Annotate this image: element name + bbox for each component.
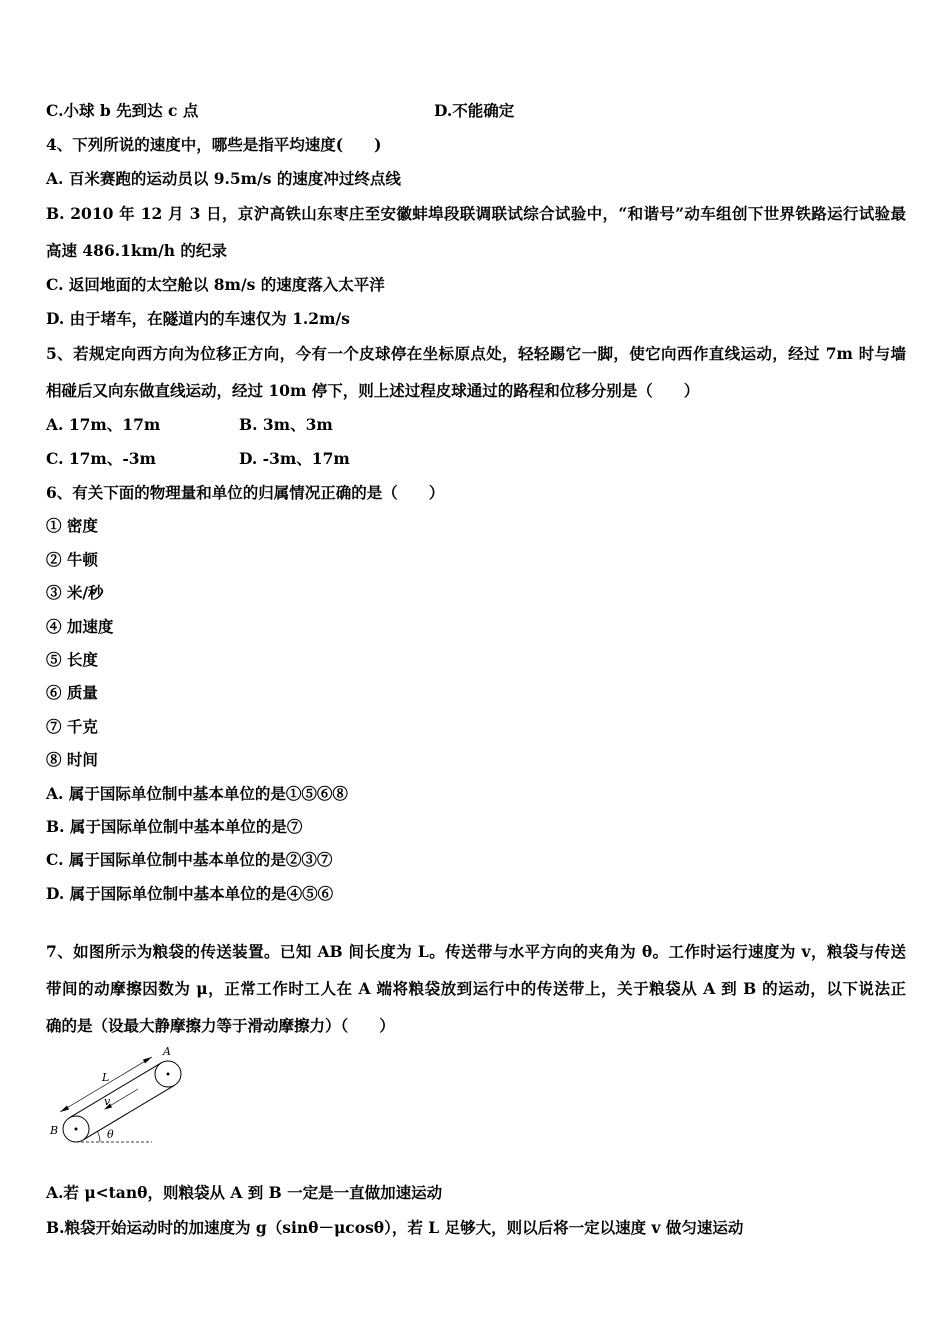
q7-stem-line1: 7、如图所示为粮袋的传送装置。已知 AB 间长度为 L。传送带与水平方向的夹角为 θ。工作时运行速度为 v，粮袋与传送	[46, 942, 906, 961]
q4-option-c: C. 返回地面的太空舱以 8m/s 的速度落入太平洋	[46, 275, 385, 294]
length-arrow-b	[60, 1106, 69, 1113]
belt-bottom	[83, 1085, 175, 1140]
q5-option-c: C. 17m、-3m	[46, 449, 156, 468]
label-a: A	[163, 1045, 171, 1058]
q6-item: ⑦ 千克	[46, 717, 98, 736]
q7-stem-line2: 带间的动摩擦因数为 μ，正常工作时工人在 A 端将粮袋放到运行中的传送带上，关于粮袋从 A 到 B 的运动，以下说法正	[46, 979, 906, 998]
q4-option-d: D. 由于堵车，在隧道内的车速仅为 1.2m/s	[46, 309, 350, 328]
label-l: L	[102, 1071, 110, 1084]
q5-stem-line2: 相碰后又向东做直线运动，经过 10m 停下，则上述过程皮球通过的路程和位移分别是（ ）	[46, 381, 700, 400]
q5-option-d: D. -3m、17m	[239, 449, 350, 468]
q6-item: ⑤ 长度	[46, 650, 98, 669]
q5-option-b: B. 3m、3m	[239, 415, 333, 434]
q6-option-c: C. 属于国际单位制中基本单位的是②③⑦	[46, 850, 333, 869]
length-arrow-a	[143, 1057, 152, 1064]
angle-arc	[98, 1132, 101, 1143]
pulley-a-center	[167, 1073, 170, 1076]
q4-option-b-line1: B. 2010 年 12 月 3 日，京沪高铁山东枣庄至安徽蚌埠段联调联试综合试验中，“和谐号”动车组创下世界铁路运行试验最	[46, 204, 906, 223]
q5-stem-line1: 5、若规定向西方向为位移正方向，今有一个皮球停在坐标原点处，轻轻踢它一脚，使它向西作直线运动，经过 7m 时与墙	[46, 344, 906, 363]
q7-stem-line3: 确的是（设最大静摩擦力等于滑动摩擦力）（ ）	[46, 1016, 395, 1035]
q6-option-d: D. 属于国际单位制中基本单位的是④⑤⑥	[46, 884, 334, 903]
q6-item: ① 密度	[46, 516, 98, 535]
belt-top	[69, 1063, 161, 1118]
q4-option-a: A. 百米赛跑的运动员以 9.5m/s 的速度冲过终点线	[46, 169, 401, 188]
q6-item: ⑥ 质量	[46, 683, 98, 702]
q3-option-c: C.小球 b 先到达 c 点	[46, 101, 199, 120]
q4-stem: 4、下列所说的速度中，哪些是指平均速度( )	[46, 135, 382, 154]
q6-option-a: A. 属于国际单位制中基本单位的是①⑤⑥⑧	[46, 784, 348, 803]
q3-option-d: D.不能确定	[434, 101, 515, 120]
q7-option-b: B.粮袋开始运动时的加速度为 g（sinθ－μcosθ），若 L 足够大，则以后将一定以速度 v 做匀速运动	[46, 1218, 744, 1237]
q6-item: ⑧ 时间	[46, 750, 98, 769]
q6-item: ④ 加速度	[46, 617, 114, 636]
pulley-b-center	[75, 1128, 78, 1131]
q6-item: ② 牛顿	[46, 550, 98, 569]
conveyor-diagram	[46, 1042, 206, 1152]
q7-option-a: A.若 μ<tanθ，则粮袋从 A 到 B 一定是一直做加速运动	[46, 1183, 443, 1202]
label-v: v	[104, 1095, 111, 1108]
q6-option-b: B. 属于国际单位制中基本单位的是⑦	[46, 817, 303, 836]
q6-item: ③ 米/秒	[46, 583, 104, 602]
label-theta: θ	[107, 1128, 114, 1141]
label-b: B	[50, 1124, 59, 1137]
q4-option-b-line2: 高速 486.1km/h 的纪录	[46, 241, 227, 260]
q5-option-a: A. 17m、17m	[46, 415, 161, 434]
q6-stem: 6、有关下面的物理量和单位的归属情况正确的是（ ）	[46, 483, 445, 502]
